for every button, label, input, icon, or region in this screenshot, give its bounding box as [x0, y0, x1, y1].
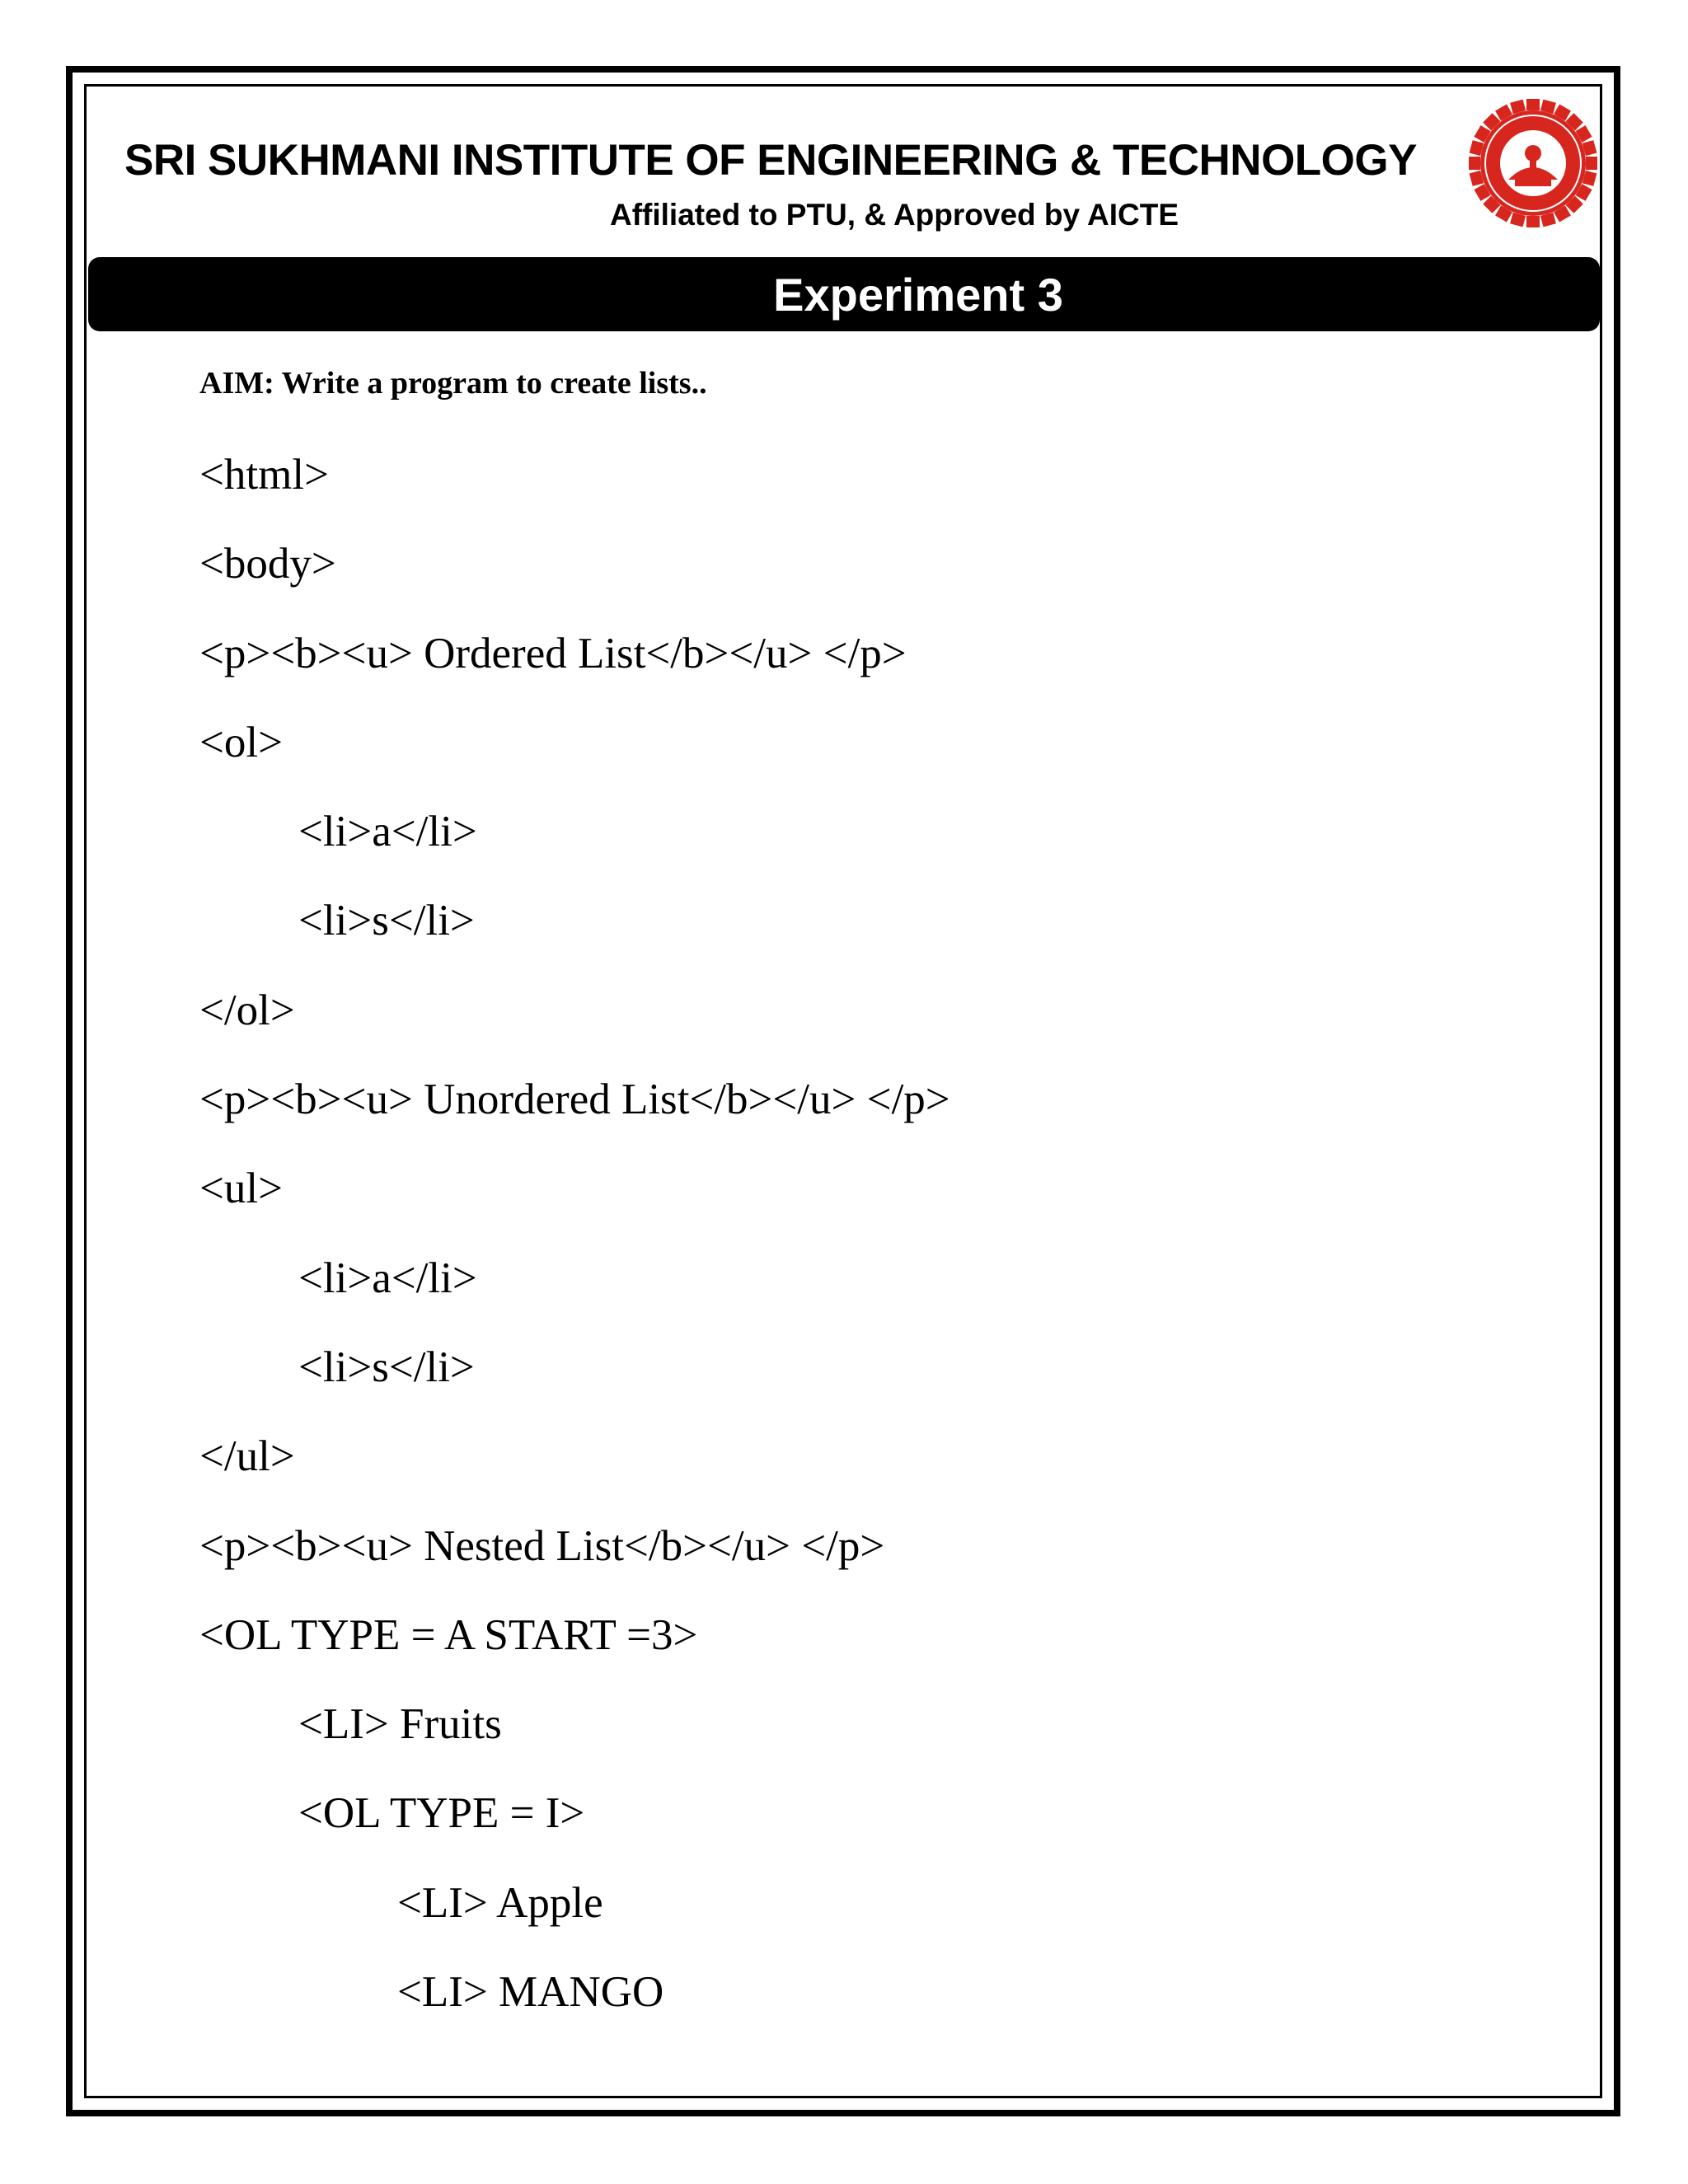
code-line: <p><b><u> Ordered List</b></u> </p> [199, 629, 907, 677]
code-line: <li>s</li> [298, 1343, 475, 1391]
code-line: </ol> [199, 986, 295, 1034]
institute-seal-icon [1467, 97, 1599, 229]
code-line: <li>a</li> [298, 808, 477, 856]
aim-statement: AIM: Write a program to create lists.. [199, 366, 707, 401]
affiliation-line: Affiliated to PTU, & Approved by AICTE [610, 198, 1179, 232]
institute-name: SRI SUKHMANI INSTITUTE OF ENGINEERING & TECHNOLOGY [124, 136, 1417, 185]
code-line: <OL TYPE = I> [298, 1789, 585, 1838]
document-header [91, 124, 1451, 232]
experiment-title: Experiment 3 [773, 268, 1063, 321]
code-line: <ul> [199, 1165, 284, 1213]
code-line: </ul> [199, 1432, 295, 1481]
code-line: <body> [199, 540, 336, 588]
code-line: <li>a</li> [298, 1254, 477, 1302]
code-line: <p><b><u> Unordered List</b></u> </p> [199, 1076, 950, 1124]
code-line: <LI> MANGO [397, 1968, 664, 2017]
code-line: <ol> [199, 718, 284, 766]
code-line: <p><b><u> Nested List</b></u> </p> [199, 1521, 885, 1570]
code-line: <LI> Fruits [298, 1700, 502, 1749]
code-listing [199, 442, 950, 2048]
code-line: <OL TYPE = A START =3> [199, 1610, 698, 1659]
code-line: <LI> Apple [397, 1878, 603, 1927]
code-line: <li>s</li> [298, 897, 475, 945]
experiment-banner [88, 257, 1600, 331]
code-line: <html> [199, 451, 329, 499]
